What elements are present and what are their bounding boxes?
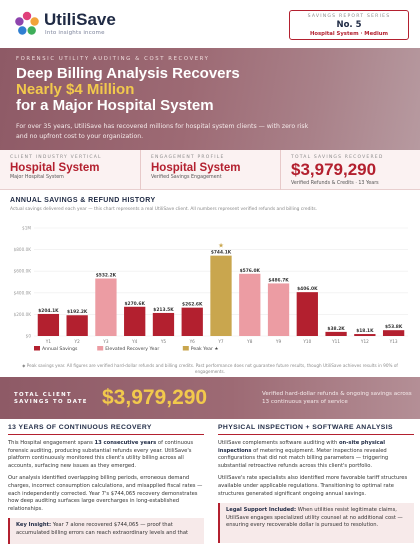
series-subtitle: Hospital System · Medium: [309, 31, 389, 37]
band-label-line2: SAVINGS TO DATE: [14, 399, 88, 405]
bar: [67, 315, 88, 336]
inspection-paragraph-2: UtiliSave's rate specialists also identified more favorable tariff structures available under applicable regulations. Transitioning to optimal rate structures generated significant ongoing annual savings.: [218, 475, 408, 497]
legend-label: Annual Savings: [42, 347, 78, 352]
metric-engagement: [140, 150, 280, 190]
bar: [182, 308, 203, 336]
legend-swatch: [97, 346, 103, 351]
x-tick-label: Y13: [389, 339, 398, 344]
data-label: $38.2K: [327, 326, 345, 332]
metric-industry: [0, 150, 140, 190]
legend-swatch: [34, 346, 40, 351]
bar: [38, 314, 59, 336]
metric-label: CLIENT INDUSTRY VERTICAL: [10, 155, 102, 160]
text-run: of metering equipment. Meter inspections revealed configurations that did not match billing parameters — triggering substantial retroactive refunds across this client's portfolio.: [218, 447, 389, 469]
hero-title-line2: Nearly $4 Million: [16, 81, 135, 98]
bar: [95, 279, 116, 336]
x-tick-label: Y2: [74, 339, 80, 344]
data-label: $532.2K: [95, 273, 117, 279]
data-label: $270.6K: [124, 301, 145, 307]
y-tick-label: $0: [25, 333, 31, 339]
brand-tagline: Into insights income: [45, 30, 105, 36]
x-tick-label: Y9: [275, 339, 282, 344]
y-tick-label: $200.0K: [13, 311, 31, 317]
data-label: $744.1K: [210, 250, 232, 256]
x-tick-label: Y12: [360, 339, 369, 344]
bar: [354, 334, 375, 336]
key-insight-callout: [8, 518, 204, 544]
bar: [239, 274, 260, 336]
chart-footnote: ◆ Peak savings year. All figures are verified hard-dollar refunds and billing credits. Past performance does not guarantee future results, though UtiliSave achieves results in 90% of engagements.: [22, 363, 398, 374]
band-description: Verified hard-dollar refunds & ongoing savings across 13 continuous years of service: [262, 391, 412, 405]
text-run-bold: on-site physical inspections: [218, 440, 386, 454]
brand-name: UtiliSave: [44, 10, 116, 29]
data-label: $192.2K: [66, 310, 88, 316]
y-tick-label: $1M: [22, 225, 31, 231]
band-label-line1: TOTAL CLIENT: [14, 392, 72, 398]
total-savings-band: [0, 377, 420, 419]
hero-banner: [0, 48, 420, 150]
data-label: $18.1K: [356, 329, 374, 335]
chart-title: ANNUAL SAVINGS & REFUND HISTORY: [10, 197, 156, 204]
hero-eyebrow: FORENSIC UTILITY AUDITING & COST RECOVERY: [16, 56, 210, 62]
data-label: $576.0K: [239, 268, 260, 274]
bar: [383, 330, 404, 336]
x-tick-label: Y10: [303, 339, 312, 344]
x-tick-label: Y11: [332, 339, 341, 344]
metric-label: TOTAL SAVINGS RECOVERED: [291, 155, 384, 160]
x-tick-label: Y6: [189, 339, 195, 344]
hero-title-line1: Deep Billing Analysis Recovers: [16, 65, 240, 82]
y-tick-label: $400.0K: [13, 290, 31, 296]
callout-text: Year 7 alone recovered $744,065 — proof that accumulated billing errors can reach extraordinary levels and that: [16, 522, 189, 536]
metric-label: ENGAGEMENT PROFILE: [151, 155, 225, 160]
recovery-paragraph-2: Our analysis identified overlapping billing periods, erroneous demand charges, incorrect consumption calculations, and misapplied fiscal rates — each independently corrected. Year 7's $744,065 recovery demonstrates how deep auditing surfaces large overcharges in long-established relationships.: [8, 475, 203, 512]
legend-label: Elevated Recovery Year: [105, 347, 160, 352]
metrics-strip: [0, 150, 420, 190]
bar: [325, 332, 346, 336]
callout-title: Key Insight:: [16, 522, 52, 529]
bar: [268, 283, 289, 336]
hero-title-line3: for a Major Hospital System: [16, 97, 214, 114]
data-label: $213.5K: [153, 307, 174, 313]
text-run: UtiliSave complements software auditing with: [218, 440, 339, 446]
bar: [210, 256, 231, 336]
inspection-heading: PHYSICAL INSPECTION + SOFTWARE ANALYSIS: [218, 424, 414, 435]
x-tick-label: Y4: [132, 339, 138, 344]
legend-swatch: [183, 346, 189, 351]
series-label: SAVINGS REPORT SERIES: [307, 14, 391, 19]
data-label: $262.6K: [182, 302, 203, 308]
text-run: of continuous forensic auditing, producing substantial refunds every year. UtiliSave's platform continuously monitored this client's utility billing across all accounts, surfacing new issues as they emerged.: [8, 440, 194, 469]
hero-title: [16, 66, 240, 114]
chart-subtitle: Actual savings delivered each year — this chart represents a real UtiliSave client. All numbers represent verified refunds and billing credits.: [10, 207, 318, 212]
recovery-heading: 13 YEARS OF CONTINUOUS RECOVERY: [8, 424, 204, 435]
data-label: $486.7K: [268, 278, 289, 284]
top-header: [0, 0, 420, 48]
legal-support-callout: [218, 503, 414, 543]
inspection-paragraph-1: [218, 440, 414, 470]
metric-value: Hospital System: [10, 162, 100, 174]
text-run-bold: 13 consecutive years: [94, 440, 157, 446]
bar: [297, 292, 318, 336]
metric-sub: Verified Refunds & Credits · 13 Years: [291, 181, 379, 186]
series-badge: [289, 10, 409, 40]
text-run: This Hospital engagement spans: [8, 440, 95, 446]
band-label: [14, 392, 88, 406]
data-label: $204.1K: [38, 308, 59, 314]
x-tick-label: Y8: [247, 339, 253, 344]
bar: [124, 307, 145, 336]
data-label: $53.8K: [384, 325, 403, 331]
hero-description: For over 35 years, UtiliSave has recovered millions for hospital system clients — with zero risk and no upfront cost to your organization.: [16, 123, 309, 140]
x-tick-label: Y1: [45, 339, 52, 344]
y-tick-label: $600.0K: [13, 268, 31, 274]
x-tick-label: Y3: [103, 339, 109, 344]
data-label: $406.0K: [297, 287, 318, 293]
callout-title: Legal Support Included:: [226, 507, 297, 514]
utilisave-logo-icon: [14, 11, 40, 37]
x-tick-label: Y5: [160, 339, 167, 344]
peak-star-icon: ★: [218, 241, 224, 250]
recovery-column: [8, 424, 204, 544]
bar: [153, 313, 174, 336]
inspection-column: [218, 424, 414, 543]
metric-sub: Verified Savings Engagement: [151, 175, 222, 180]
band-total-value: $3,979,290: [102, 386, 208, 409]
y-tick-label: $800.0K: [13, 247, 31, 253]
metric-value: $3,979,290: [291, 160, 377, 179]
x-tick-label: Y7: [218, 339, 224, 344]
metric-value: Hospital System: [151, 162, 241, 174]
callout-text: When utilities resist legitimate claims, UtiliSave engages specialized utility counsel at no additional cost — ensuring every recoverable dollar is pursued to resolution.: [226, 507, 403, 528]
savings-chart: [4, 216, 416, 362]
legend-label: Peak Year ★: [190, 347, 219, 352]
series-number: No. 5: [336, 20, 362, 30]
recovery-paragraph-1: [8, 440, 204, 470]
metric-sub: Major Hospital System: [10, 175, 64, 180]
savings-bar-chart: [4, 216, 416, 362]
metric-total-savings: [280, 150, 420, 190]
